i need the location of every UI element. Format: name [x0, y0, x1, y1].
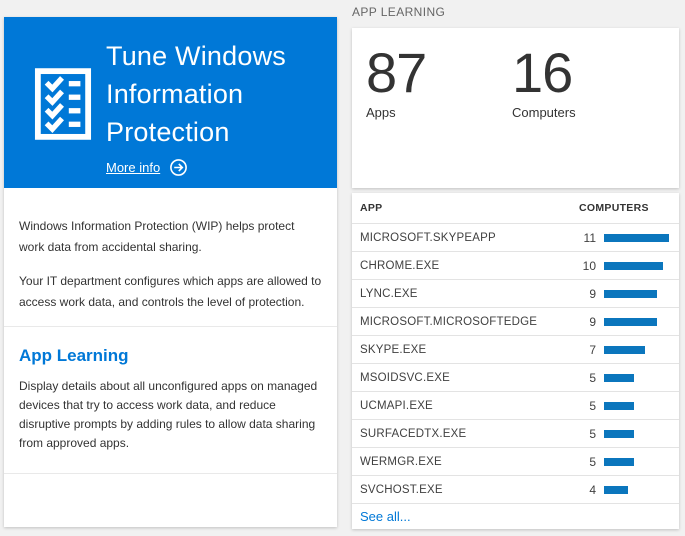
table-row[interactable]: [352, 335, 679, 363]
table-row[interactable]: [352, 307, 679, 335]
app-name: SVCHOST.EXE: [360, 483, 443, 496]
computers-label: Computers: [512, 105, 576, 120]
table-row[interactable]: [352, 223, 679, 251]
wip-solution-card: [4, 17, 337, 527]
computer-count: 7: [589, 342, 596, 357]
computer-bar-track: [604, 290, 671, 298]
computer-bar: [604, 374, 634, 382]
app-learning-blade-header: APP LEARNING: [352, 5, 446, 19]
app-table-header: [352, 193, 679, 223]
table-row[interactable]: [352, 419, 679, 447]
app-table-rows: [352, 223, 679, 503]
table-row[interactable]: [352, 391, 679, 419]
computer-bar: [604, 430, 634, 438]
wip-description: [4, 188, 337, 313]
wip-description-para1: Windows Information Protection (WIP) helps protect work data from accidental sharing.: [19, 219, 295, 254]
computer-bar: [604, 486, 628, 494]
computer-bar-track: [604, 374, 671, 382]
computer-bar: [604, 458, 634, 466]
computer-count: 5: [589, 426, 596, 441]
computer-count: 5: [589, 454, 596, 469]
computer-bar-track: [604, 430, 671, 438]
table-row[interactable]: [352, 447, 679, 475]
column-header-computers: COMPUTERS: [579, 202, 649, 214]
computer-bar-track: [604, 318, 671, 326]
computer-bar: [604, 346, 645, 354]
computer-count: 9: [589, 314, 596, 329]
app-learning-section[interactable]: [4, 327, 337, 453]
stats-card: [352, 28, 679, 188]
computer-count: 4: [589, 482, 596, 497]
computer-count: 5: [589, 370, 596, 385]
tile-title-line3: Protection: [106, 117, 230, 147]
tile-title-line1: Tune Windows: [106, 41, 286, 71]
app-name: CHROME.EXE: [360, 259, 440, 272]
table-row[interactable]: [352, 475, 679, 503]
arrow-circle-icon[interactable]: [169, 158, 188, 177]
column-header-app: APP: [360, 202, 383, 214]
computer-bar: [604, 290, 657, 298]
more-info[interactable]: [106, 158, 286, 177]
more-info-link[interactable]: More info: [106, 160, 161, 175]
computer-bar-track: [604, 402, 671, 410]
computer-count: 9: [589, 286, 596, 301]
computer-bar-track: [604, 346, 671, 354]
computer-bar-track: [604, 234, 671, 242]
app-name: MICROSOFT.MICROSOFTEDGE: [360, 315, 538, 328]
divider: [4, 473, 337, 474]
app-learning-description: Display details about all unconfigured apps on managed devices that try to access work data, and reduce disruptive prompts by adding rules to allow data sharing from approved apps.: [19, 379, 318, 450]
stat-computers[interactable]: [512, 41, 658, 188]
table-row[interactable]: [352, 251, 679, 279]
apps-label: Apps: [366, 105, 396, 120]
computer-count: 5: [589, 398, 596, 413]
computers-count: 16: [512, 41, 573, 104]
see-all-link[interactable]: See all...: [352, 503, 679, 529]
apps-count: 87: [366, 41, 427, 104]
computer-bar-track: [604, 486, 671, 494]
app-name: SURFACEDTX.EXE: [360, 427, 467, 440]
computer-count: 10: [582, 258, 596, 273]
computer-bar-track: [604, 458, 671, 466]
checklist-icon: [34, 67, 92, 188]
stat-apps[interactable]: [366, 41, 512, 188]
app-name: WERMGR.EXE: [360, 455, 442, 468]
tile-title-line2: Information: [106, 79, 244, 109]
app-name: MICROSOFT.SKYPEAPP: [360, 231, 496, 244]
app-name: UCMAPI.EXE: [360, 399, 433, 412]
tile-title: [106, 37, 286, 151]
computer-bar: [604, 318, 657, 326]
computer-count: 11: [583, 230, 596, 245]
app-name: MSOIDSVC.EXE: [360, 371, 450, 384]
app-name: SKYPE.EXE: [360, 343, 427, 356]
app-learning-heading[interactable]: App Learning: [19, 346, 129, 365]
computer-bar: [604, 402, 634, 410]
app-name: LYNC.EXE: [360, 287, 418, 300]
wip-description-para2: Your IT department configures which apps are allowed to access work data, and controls the level of protection.: [19, 274, 322, 309]
computer-bar-track: [604, 262, 671, 270]
table-row[interactable]: [352, 279, 679, 307]
wip-tile[interactable]: [4, 17, 337, 188]
computer-bar: [604, 262, 663, 270]
table-row[interactable]: [352, 363, 679, 391]
computer-bar: [604, 234, 669, 242]
app-table-card: [352, 193, 679, 529]
